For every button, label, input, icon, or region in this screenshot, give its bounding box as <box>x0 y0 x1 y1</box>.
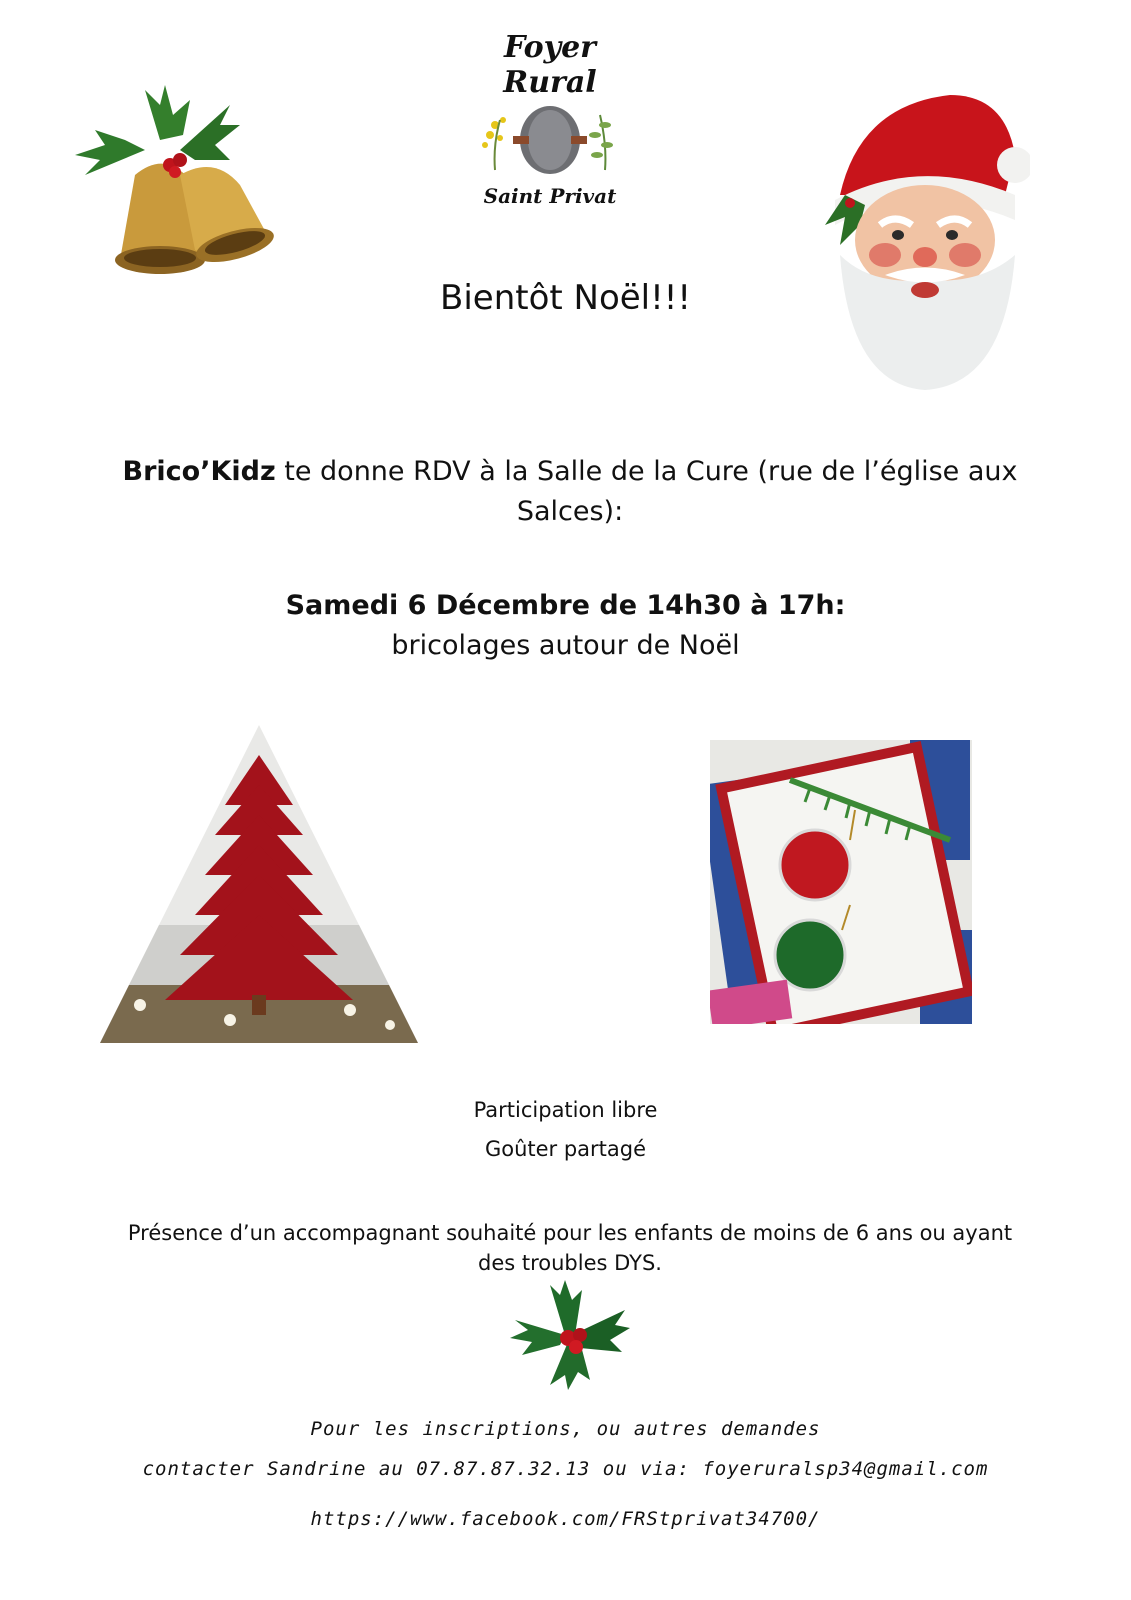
rdv-paragraph <box>110 452 1030 532</box>
foyer-rural-logo <box>455 30 645 208</box>
logo-title: Foyer Rural <box>503 30 597 100</box>
brico-kidz-name: Brico’Kidz <box>122 456 276 487</box>
presence-notice: Présence d’un accompagnant souhaité pour les enfants de moins de 6 ans ou ayant des troubles DYS. <box>127 1221 1013 1275</box>
participation-text: Participation libre <box>473 1098 658 1122</box>
millstone-icon <box>455 100 645 180</box>
contact-intro: Pour les inscriptions, ou autres demandes <box>310 1418 821 1440</box>
event-date: Samedi 6 Décembre de 14h30 à 17h: <box>285 590 846 621</box>
gouter-text: Goûter partagé <box>484 1137 647 1161</box>
contact-details[interactable]: contacter Sandrine au 07.87.87.32.13 ou via: foyeruralsp34@gmail.com <box>142 1458 989 1480</box>
santa-claus-icon <box>820 85 1030 395</box>
holly-icon <box>510 1280 630 1390</box>
event-activity: bricolages autour de Noël <box>391 630 740 661</box>
facebook-link[interactable]: https://www.facebook.com/FRStprivat34700/ <box>310 1508 821 1530</box>
christmas-cards-photo <box>710 740 972 1024</box>
page-title: Bientôt Noël!!! <box>440 278 691 318</box>
christmas-bells-icon <box>65 80 285 280</box>
rdv-text: te donne RDV à la Salle de la Cure (rue de l’église aux Salces): <box>275 456 1018 527</box>
logo-subtitle: Saint Privat <box>483 184 617 208</box>
paper-christmas-tree-photo <box>100 725 418 1043</box>
